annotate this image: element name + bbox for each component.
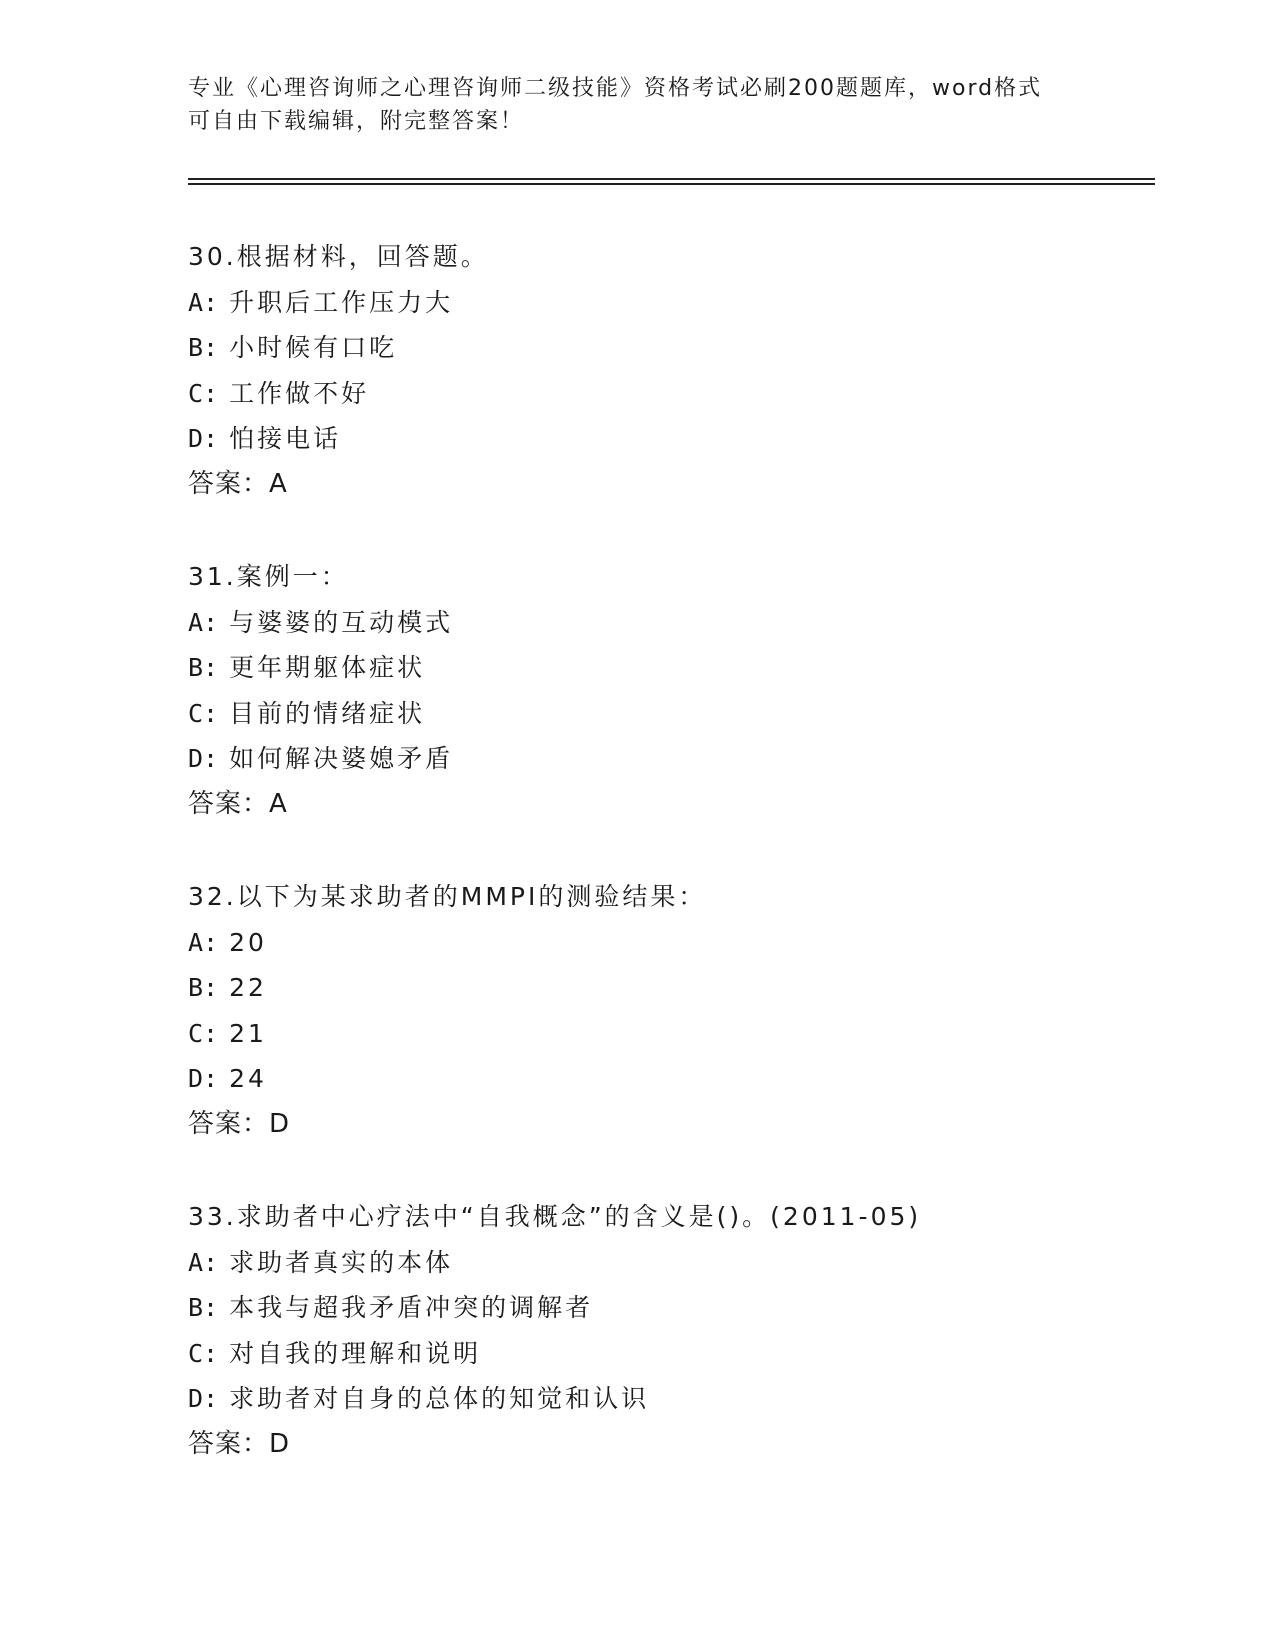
option-letter: D:	[188, 744, 219, 773]
question-30	[188, 234, 1148, 554]
option-text: 升职后工作压力大	[229, 287, 454, 317]
option-text: 24	[229, 1064, 267, 1093]
option-c	[188, 371, 1148, 417]
option-text: 更年期躯体症状	[229, 653, 426, 682]
option-letter: B:	[188, 333, 219, 362]
header-rule-bottom	[188, 183, 1155, 185]
option-a	[188, 280, 1148, 326]
option-letter: A:	[188, 1247, 219, 1277]
option-a	[188, 600, 1148, 646]
question-31	[188, 554, 1148, 874]
option-text: 20	[229, 927, 267, 957]
option-text: 工作做不好	[229, 378, 370, 408]
option-text: 小时候有口吃	[229, 333, 398, 362]
answer-label: 答案：A	[188, 468, 288, 499]
header-line-1: 专业《心理咨询师之心理咨询师二级技能》资格考试必刷200题题库，word格式	[188, 76, 1043, 101]
option-d	[188, 1376, 1148, 1422]
answer-label: 答案：D	[188, 1108, 291, 1139]
option-letter: B:	[188, 973, 219, 1002]
option-c	[188, 691, 1148, 737]
option-text: 求助者真实的本体	[229, 1247, 454, 1277]
option-a	[188, 1240, 1148, 1286]
question-33	[188, 1194, 1148, 1514]
question-stem: 31.案例一：	[188, 562, 349, 591]
option-d	[188, 416, 1148, 462]
option-text: 22	[229, 973, 267, 1002]
option-d	[188, 736, 1148, 782]
option-letter: A:	[188, 927, 219, 957]
option-b	[188, 325, 1148, 371]
option-text: 21	[229, 1018, 267, 1048]
header-line-2: 可自由下载编辑，附完整答案！	[188, 109, 525, 134]
option-c	[188, 1331, 1148, 1377]
answer-label: 答案：A	[188, 788, 288, 819]
option-letter: B:	[188, 653, 219, 682]
option-b	[188, 965, 1148, 1011]
option-text: 本我与超我矛盾冲突的调解者	[229, 1293, 594, 1322]
option-letter: A:	[188, 287, 219, 317]
option-c	[188, 1011, 1148, 1057]
option-text: 如何解决婆媳矛盾	[229, 744, 454, 773]
option-b	[188, 645, 1148, 691]
option-letter: B:	[188, 1293, 219, 1322]
option-text: 目前的情绪症状	[229, 698, 426, 728]
option-text: 求助者对自身的总体的知觉和认识	[229, 1384, 650, 1413]
document-header	[188, 72, 1088, 138]
option-letter: D:	[188, 1384, 219, 1413]
option-text: 与婆婆的互动模式	[229, 607, 454, 637]
option-a	[188, 920, 1148, 966]
option-d	[188, 1056, 1148, 1102]
question-32	[188, 874, 1148, 1194]
question-stem: 30.根据材料，回答题。	[188, 242, 489, 271]
option-letter: C:	[188, 698, 219, 728]
option-letter: D:	[188, 1064, 219, 1093]
answer-label: 答案：D	[188, 1428, 291, 1459]
option-letter: C:	[188, 378, 219, 408]
option-letter: C:	[188, 1338, 219, 1368]
question-stem: 32.以下为某求助者的MMPI的测验结果：	[188, 882, 707, 911]
option-letter: A:	[188, 607, 219, 637]
question-stem: 33.求助者中心疗法中“自我概念”的含义是()。(2011-05)	[188, 1202, 922, 1231]
header-rule-top	[188, 178, 1155, 180]
question-list	[188, 234, 1148, 1514]
option-letter: C:	[188, 1018, 219, 1048]
option-text: 对自我的理解和说明	[229, 1338, 482, 1368]
option-b	[188, 1285, 1148, 1331]
option-letter: D:	[188, 424, 219, 453]
option-text: 怕接电话	[229, 424, 342, 453]
